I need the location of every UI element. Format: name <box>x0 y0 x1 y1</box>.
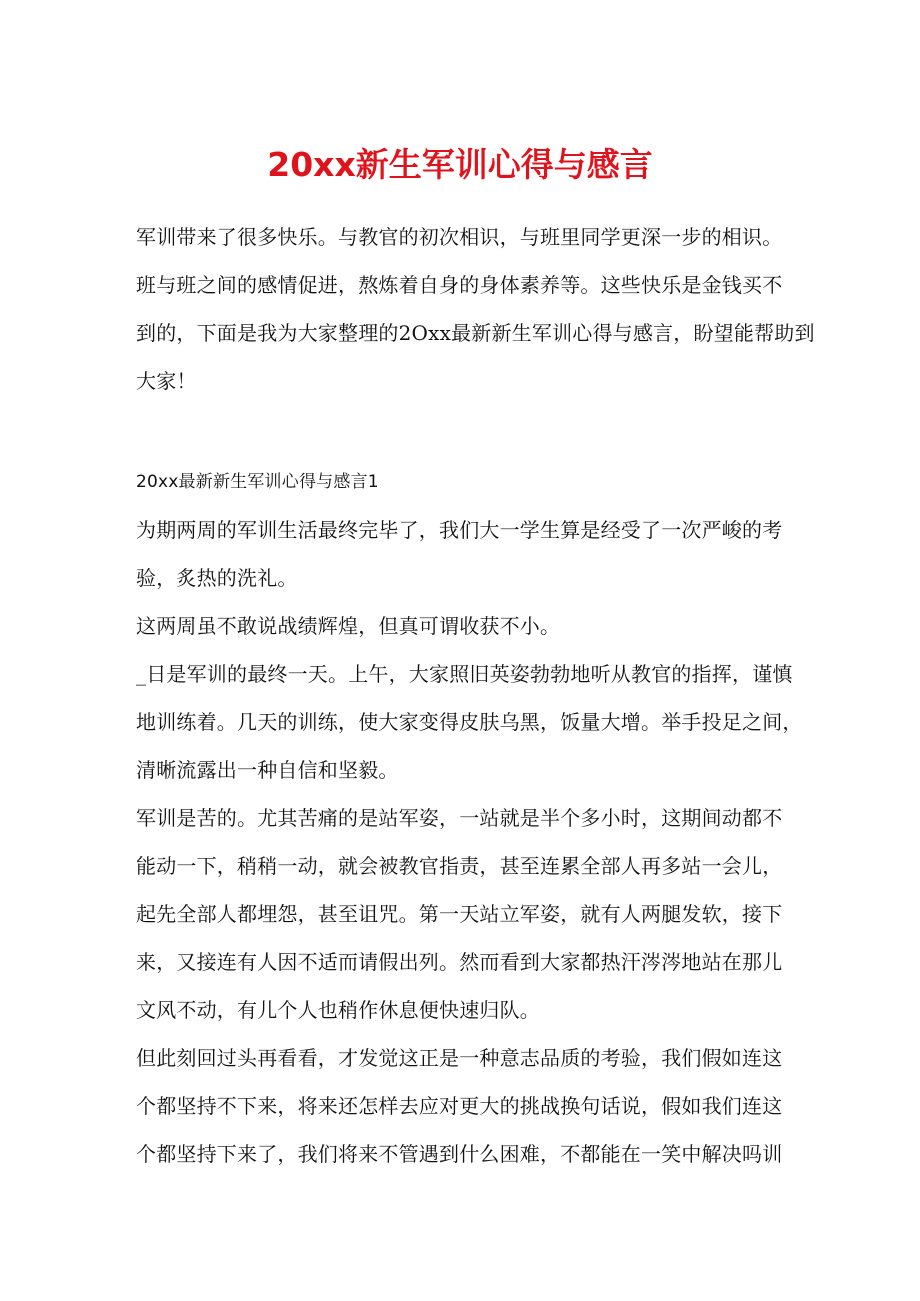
intro-line: 军训带来了很多快乐。与教官的初次相识，与班里同学更深一步的相识。 <box>136 225 783 249</box>
body-line: 但此刻回过头再看看，才发觉这正是一种意志品质的考验，我们假如连这 <box>136 1046 783 1070</box>
body-line: _日是军训的最终一天。上午，大家照旧英姿勃勃地听从教官的指挥，谨慎 <box>136 662 793 686</box>
body-line: 文风不动，有儿个人也稍作休息便快速归队。 <box>136 998 540 1022</box>
intro-line: 大家！ <box>136 369 197 393</box>
body-line: 能动一下，稍稍一动，就会被教官指责，甚至连累全部人再多站一会儿， <box>136 854 783 878</box>
body-line: 地训练着。几天的训练，使大家变得皮肤乌黑，饭量大增。举手投足之间， <box>136 710 803 734</box>
body-line: 为期两周的军训生活最终完毕了，我们大一学生算是经受了一次严峻的考 <box>136 518 783 542</box>
document-title: 20xx新生军训心得与感言 <box>267 145 653 184</box>
body-line: 来，又接连有人因不适而请假出列。然而看到大家都热汗涔涔地站在那儿 <box>136 950 783 974</box>
body-line: 这两周虽不敢说战绩辉煌，但真可谓收获不小。 <box>136 614 561 638</box>
section-heading: 20xx最新新生军训心得与感言1 <box>136 472 379 492</box>
intro-line: 班与班之间的感情促进，熬炼着自身的身体素养等。这些快乐是金钱买不 <box>136 273 783 297</box>
section-heading-block <box>136 458 796 506</box>
section-body <box>136 506 803 1178</box>
body-line: 个都坚持下来了，我们将来不管遇到什么困难，不都能在一笑中解决吗训 <box>136 1142 783 1166</box>
intro-paragraph <box>136 213 815 405</box>
body-line: 清晰流露出一种自信和坚毅。 <box>136 758 399 782</box>
body-line: 起先全部人都埋怨，甚至诅咒。第一天站立军姿，就有人两腿发软，接下 <box>136 902 783 926</box>
body-line: 个都坚持不下来，将来还怎样去应对更大的挑战换句话说，假如我们连这 <box>136 1094 783 1118</box>
intro-line: 到的，下面是我为大家整理的2Oxx最新新生军训心得与感言，盼望能帮助到 <box>136 321 815 345</box>
body-line: 军训是苦的。尤其苦痛的是站军姿，一站就是半个多小时，这期间动都不 <box>136 806 783 830</box>
body-line: 验，炙热的洗礼。 <box>136 566 298 590</box>
